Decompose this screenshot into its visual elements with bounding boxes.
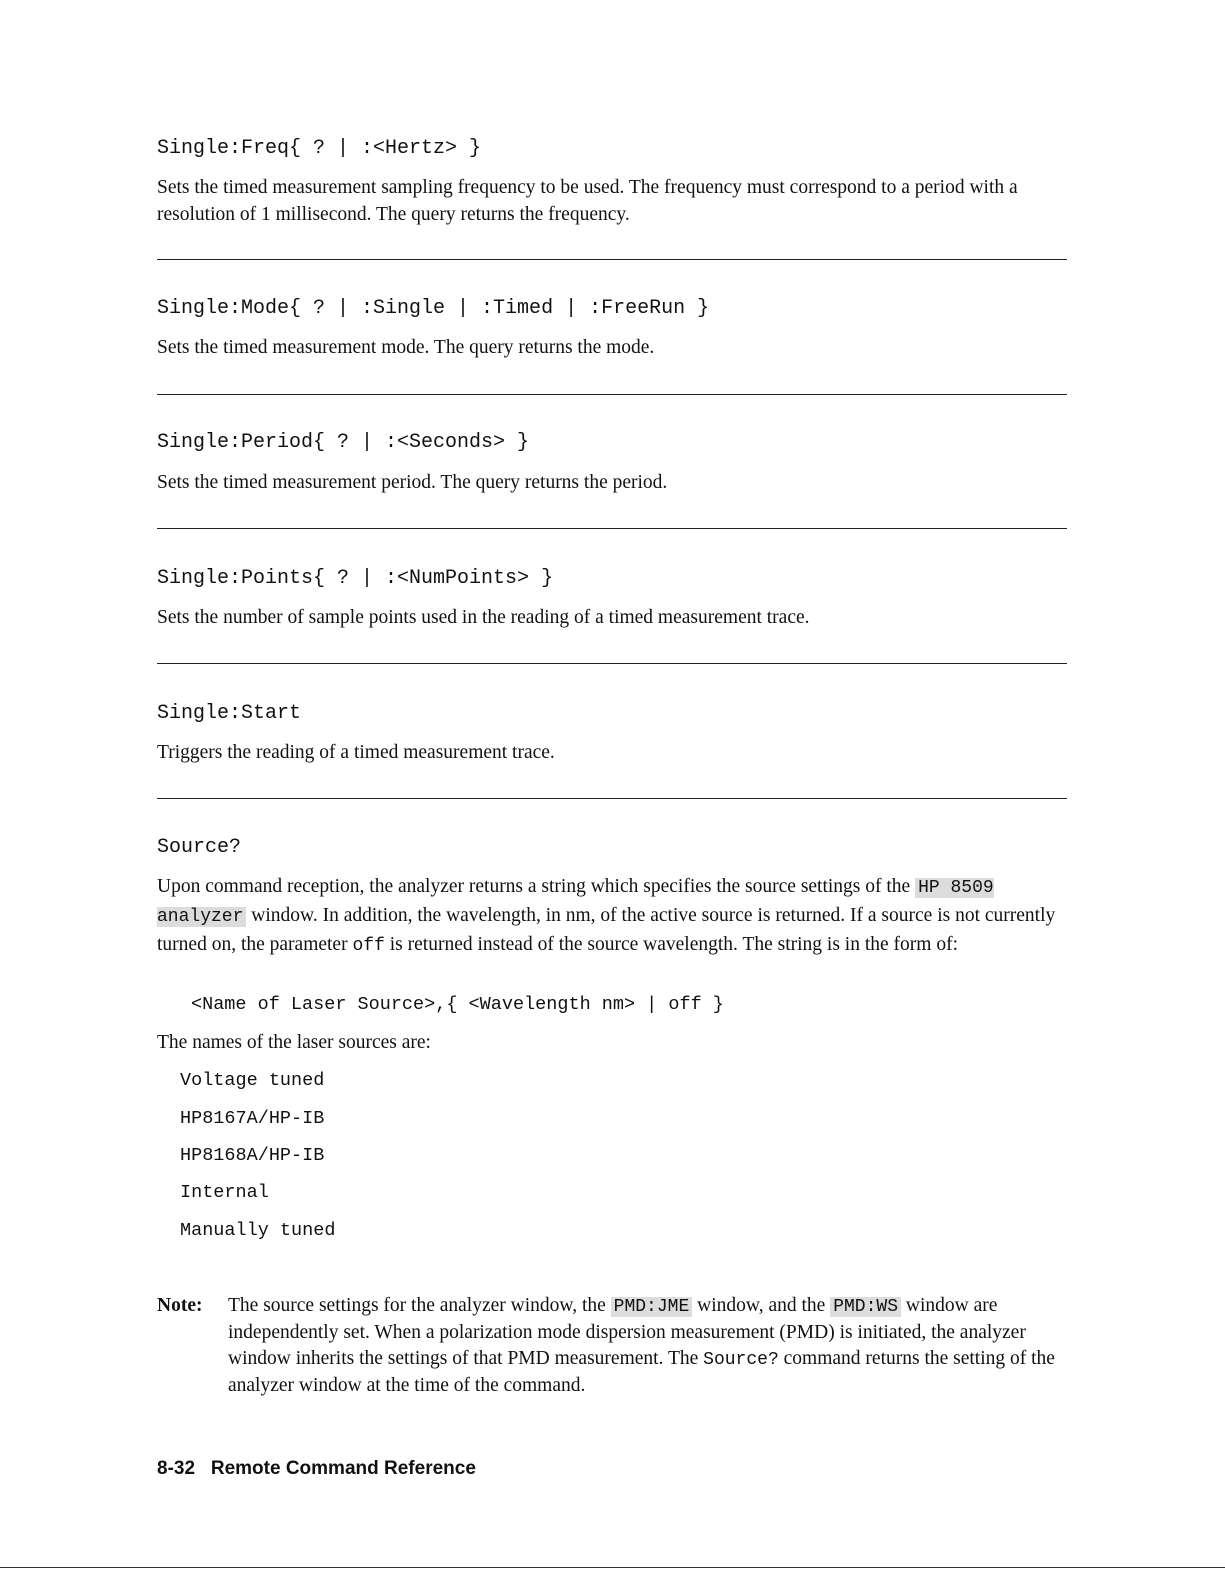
divider xyxy=(157,394,1067,395)
note-label: Note: xyxy=(157,1295,203,1316)
note-part3: window are independently set. When a polarization mode dispersion measurement (PMD) is initiated, the analyzer window inherits the settings of that PMD measurement. The xyxy=(228,1295,1026,1369)
description-single-points: Sets the number of sample points used in the reading of a timed measurement trace. xyxy=(157,607,810,628)
note-part4: command returns the setting of the analyzer window at the time of the command. xyxy=(228,1348,1055,1396)
divider xyxy=(157,528,1067,529)
description-single-mode: Sets the timed measurement mode. The query returns the mode. xyxy=(157,337,655,358)
source-names-intro: The names of the laser sources are: xyxy=(157,1032,431,1053)
laser-source-item: Manually tuned xyxy=(180,1220,336,1241)
note-part1: The source settings for the analyzer window, the xyxy=(228,1295,606,1316)
laser-source-item: Internal xyxy=(180,1182,269,1203)
page-number: 8-32 xyxy=(157,1458,196,1479)
source-syntax: <Name of Laser Source>,{ <Wavelength nm> | off } xyxy=(191,994,724,1015)
footer-divider xyxy=(0,1567,1225,1568)
pmd-ws-highlight: PMD:WS xyxy=(830,1297,901,1317)
page-footer xyxy=(157,1458,476,1480)
description-single-period: Sets the timed measurement period. The query returns the period. xyxy=(157,472,668,493)
description-single-start: Triggers the reading of a timed measurement trace. xyxy=(157,742,555,763)
divider xyxy=(157,663,1067,664)
source-desc-part1: Upon command reception, the analyzer returns a string which specifies the source settings of the xyxy=(157,876,911,897)
command-single-points: Single:Points{ ? | :<NumPoints> } xyxy=(157,567,554,590)
command-single-mode: Single:Mode{ ? | :Single | :Timed | :FreeRun } xyxy=(157,297,710,320)
section-title: Remote Command Reference xyxy=(210,1458,476,1479)
description-single-freq: Sets the timed measurement sampling frequency to be used. The frequency must correspond to a period with a resolution of 1 millisecond. The query returns the frequency. xyxy=(157,177,1018,225)
laser-source-item: HP8167A/HP-IB xyxy=(180,1108,325,1129)
command-single-period: Single:Period{ ? | :<Seconds> } xyxy=(157,431,530,454)
note-part2: window, and the xyxy=(697,1295,826,1316)
source-desc-part2: window. In addition, the wavelength, in nm, of the active source is returned. If a source is not currently turned on, the parameter xyxy=(157,905,1056,955)
description-source xyxy=(157,873,1057,960)
window-name-highlight: HP 8509 analyzer xyxy=(157,878,994,927)
divider xyxy=(157,259,1067,260)
command-single-freq: Single:Freq{ ? | :<Hertz> } xyxy=(157,137,482,160)
source-desc-part3: is returned instead of the source wavelength. The string is in the form of: xyxy=(389,934,958,955)
pmd-jme-highlight: PMD:JME xyxy=(611,1297,693,1317)
command-source: Source? xyxy=(157,836,242,859)
command-single-start: Single:Start xyxy=(157,702,302,725)
off-parameter: off xyxy=(352,936,385,956)
divider xyxy=(157,798,1067,799)
laser-source-item: Voltage tuned xyxy=(180,1070,325,1091)
note-source-command: Source? xyxy=(703,1350,779,1370)
laser-source-item: HP8168A/HP-IB xyxy=(180,1145,325,1166)
note-text xyxy=(228,1293,1058,1399)
